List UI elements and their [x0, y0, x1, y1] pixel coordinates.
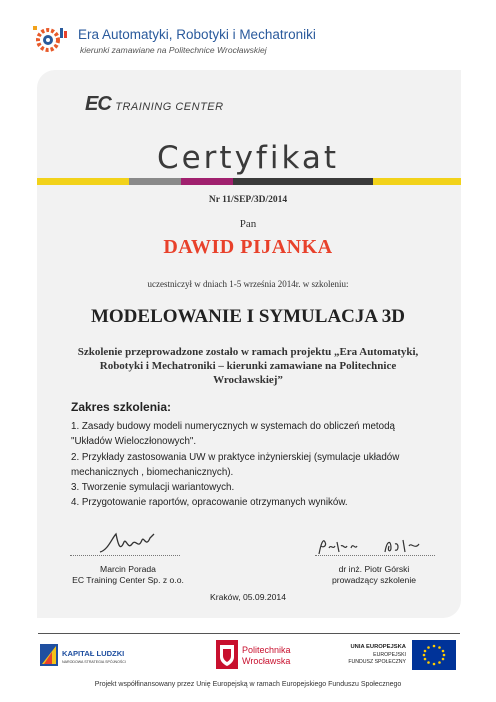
place-and-date: Kraków, 05.09.2014 — [210, 592, 286, 602]
politechnika-wroclawska-logo — [216, 639, 336, 671]
signature-right — [315, 534, 425, 560]
kapital-ludzki-title: KAPITAŁ LUDZKI — [62, 649, 125, 658]
stripe-yellow — [37, 178, 129, 185]
stripe-dark — [233, 178, 373, 185]
scope-list — [71, 419, 431, 511]
scope-heading: Zakres szkolenia: — [71, 400, 172, 414]
recipient-name: DAWID PIJANKA — [163, 236, 333, 258]
pwr-line1: Politechnika — [242, 645, 291, 655]
header-title: Era Automatyki, Robotyki i Mechatroniki — [78, 27, 316, 42]
kapital-ludzki-logo — [40, 640, 170, 670]
participation-note: uczestniczył w dniach 1-5 września 2014r. w szkoleniu: — [147, 279, 349, 289]
scope-item: 2. Przykłady zastosowania UW w praktyce inżynierskiej (symulacje układów mechanicznych , biomechanicznych). — [71, 451, 400, 478]
eu-flag-icon — [412, 640, 456, 670]
kapital-ludzki-sub: NARODOWA STRATEGIA SPÓJNOŚCI — [62, 660, 126, 664]
signatory-right-name: dr inż. Piotr Górski — [338, 564, 410, 574]
ec-training-center-logo — [85, 93, 224, 115]
signatory-left-name: Marcin Porada — [100, 564, 156, 574]
ue-line2: EUROPEJSKI — [373, 652, 406, 658]
scope-item: 4. Przygotowanie raportów, opracowanie otrzymanych wyników. — [71, 497, 348, 509]
signatory-right — [304, 564, 444, 586]
ue-line3: FUNDUSZ SPOŁECZNY — [348, 659, 406, 665]
scope-item: 1. Zasady budowy modeli numerycznych w systemach do obliczeń metodą "Układów Wieloczłonowych". — [71, 421, 395, 448]
ec-logo-text: TRAINING CENTER — [115, 101, 224, 113]
era-gear-logo — [31, 24, 69, 54]
certificate-title: Certyfikat — [156, 140, 340, 176]
signatory-right-role: prowadzący szkolenie — [331, 575, 417, 585]
ue-line1: UNIA EUROPEJSKA — [350, 644, 406, 650]
scope-item: 3. Tworzenie symulacji wariantowych. — [71, 482, 235, 494]
footer-divider — [38, 633, 460, 634]
salutation: Pan — [239, 218, 257, 230]
stripe-grey — [129, 178, 181, 185]
signatory-left-org: EC Training Center Sp. z o.o. — [72, 575, 184, 585]
header-subtitle: kierunki zamawiane na Politechnice Wrocławskiej — [80, 45, 267, 55]
certificate-number: Nr 11/SEP/3D/2014 — [208, 195, 288, 205]
pwr-line2: Wrocławska — [242, 656, 291, 666]
stripe-yellow-right — [373, 178, 461, 185]
signatory-left — [58, 564, 198, 586]
signature-line-right — [315, 555, 435, 556]
footer-cofinancing-note: Projekt współfinansowany przez Unię Europejską w ramach Europejskiego Funduszu Społecznego — [94, 681, 402, 688]
course-title: MODELOWANIE I SYMULACJA 3D — [90, 306, 406, 327]
signature-line-left — [70, 555, 180, 556]
signature-left — [98, 530, 168, 558]
european-union-logo — [344, 638, 460, 672]
stripe-purple — [181, 178, 233, 185]
ec-logo-mark: EC — [85, 93, 111, 115]
course-description: Szkolenie przeprowadzone zostało w ramach projektu „Era Automatyki, Robotyki i Mechatroniki – kierunki zamawiane na Politechnice Wrocławskiej” — [77, 346, 419, 386]
